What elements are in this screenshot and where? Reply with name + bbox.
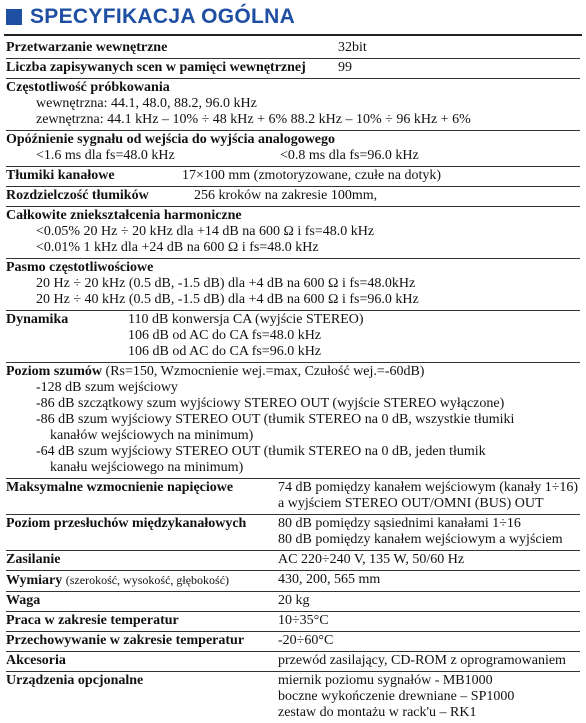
spec-row-accessories <box>6 652 580 672</box>
spec-value: zestaw do montażu w rack'u – RK1 <box>278 705 477 720</box>
spec-value: boczne wykończenie drewniane – SP1000 <box>278 689 515 704</box>
spec-row-crosstalk <box>6 515 580 551</box>
spec-table <box>6 39 580 723</box>
spec-value: <0.8 ms dla fs=96.0 kHz <box>280 148 419 163</box>
spec-value: 20 Hz ÷ 40 kHz (0.5 dB, -1.5 dB) dla +4 dB na 600 Ω i fs=96.0 kHz <box>36 292 419 307</box>
spec-value: przewód zasilający, CD-ROM z oprogramowaniem <box>278 653 566 668</box>
spec-value: zewnętrzna: 44.1 kHz – 10% ÷ 48 kHz + 6% 88.2 kHz – 10% ÷ 96 kHz + 6% <box>36 112 471 127</box>
spec-value: 430, 200, 565 mm <box>278 572 381 587</box>
section-title-text: SPECYFIKACJA OGÓLNA <box>30 5 296 28</box>
spec-label: Rozdzielczość tłumików <box>6 188 149 203</box>
spec-value: 99 <box>338 60 352 75</box>
spec-row-dynamics <box>6 311 580 363</box>
spec-label: Praca w zakresie temperatur <box>6 613 179 628</box>
spec-value: <1.6 ms dla fs=48.0 kHz <box>36 148 175 163</box>
spec-row-resolution <box>6 187 580 207</box>
spec-label: Przechowywanie w zakresie temperatur <box>6 633 245 648</box>
spec-row-storage-temp <box>6 632 580 652</box>
spec-value: -86 dB szum wyjściowy STEREO OUT (tłumik STEREO na 0 dB, wszystkie tłumiki <box>36 412 515 427</box>
spec-row-latency <box>6 131 580 167</box>
spec-label: Zasilanie <box>6 552 61 567</box>
spec-row-faders <box>6 167 580 187</box>
spec-label: Dynamika <box>6 312 69 327</box>
spec-label: Całkowite zniekształcenia harmoniczne <box>6 208 242 223</box>
spec-value: 80 dB pomiędzy kanałem wejściowym a wyjściem <box>278 532 563 547</box>
spec-value: miernik poziomu sygnałów - MB1000 <box>278 673 493 688</box>
spec-value: 106 dB od AC do CA fs=48.0 kHz <box>128 328 322 343</box>
spec-label: Poziom przesłuchów międzykanałowych <box>6 516 247 531</box>
spec-value: AC 220÷240 V, 135 W, 50/60 Hz <box>278 552 465 567</box>
spec-row-options <box>6 672 580 723</box>
square-bullet-icon <box>6 9 22 25</box>
spec-value: 80 dB pomiędzy sąsiednimi kanałami 1÷16 <box>278 516 521 531</box>
spec-condition: (Rs=150, Wzmocnienie wej.=max, Czułość wej.=-60dB) <box>105 364 425 379</box>
spec-value: -20÷60°C <box>278 633 334 648</box>
section-title <box>6 4 295 30</box>
spec-value: <0.05% 20 Hz ÷ 20 kHz dla +14 dB na 600 Ω i fs=48.0 kHz <box>36 224 375 239</box>
spec-label: Częstotliwość próbkowania <box>6 80 170 95</box>
spec-value: 32bit <box>338 40 367 55</box>
spec-value: a wyjściem STEREO OUT/OMNI (BUS) OUT <box>278 496 544 511</box>
spec-label: Pasmo częstotliwościowe <box>6 260 154 275</box>
spec-row-frequency <box>6 259 580 311</box>
spec-value: kanałów wejściowych na minimum) <box>50 428 254 443</box>
spec-label-note: (szerokość, wysokość, głębokość) <box>65 573 230 587</box>
spec-row-gain <box>6 479 580 515</box>
spec-value: <0.01% 1 kHz dla +24 dB na 600 Ω i fs=48.0 kHz <box>36 240 319 255</box>
spec-label: Opóźnienie sygnału od wejścia do wyjścia analogowego <box>6 132 336 147</box>
spec-label: Urządzenia opcjonalne <box>6 673 144 688</box>
spec-label: Wymiary <box>6 573 63 588</box>
spec-value: 20 kg <box>278 593 310 608</box>
spec-value: 10÷35°C <box>278 613 329 628</box>
spec-row-processing <box>6 39 580 59</box>
spec-value: 106 dB od AC do CA fs=96.0 kHz <box>128 344 322 359</box>
spec-row-operating-temp <box>6 612 580 632</box>
spec-row-sampling <box>6 79 580 131</box>
spec-label: Poziom szumów <box>6 364 103 379</box>
spec-value: 17×100 mm (zmotoryzowane, czułe na dotyk) <box>182 168 442 183</box>
spec-row-scenes <box>6 59 580 79</box>
spec-row-power <box>6 551 580 571</box>
spec-label: Waga <box>6 593 41 608</box>
spec-label: Przetwarzanie wewnętrzne <box>6 40 168 55</box>
spec-label: Maksymalne wzmocnienie napięciowe <box>6 480 234 495</box>
spec-label: Liczba zapisywanych scen w pamięci wewnętrznej <box>6 60 306 75</box>
spec-value: -128 dB szum wejściowy <box>36 380 178 395</box>
spec-value: 20 Hz ÷ 20 kHz (0.5 dB, -1.5 dB) dla +4 dB na 600 Ω i fs=48.0kHz <box>36 276 416 291</box>
spec-row-dimensions <box>6 571 580 592</box>
spec-value: 256 kroków na zakresie 100mm, <box>194 188 378 203</box>
spec-label: Tłumiki kanałowe <box>6 168 115 183</box>
spec-row-weight <box>6 592 580 612</box>
spec-value: kanału wejściowego na minimum) <box>50 460 244 475</box>
spec-row-thd <box>6 207 580 259</box>
spec-label: Akcesoria <box>6 653 66 668</box>
spec-value: 110 dB konwersja CA (wyjście STEREO) <box>128 312 364 327</box>
spec-value: wewnętrzna: 44.1, 48.0, 88.2, 96.0 kHz <box>36 96 257 111</box>
spec-row-noise <box>6 363 580 479</box>
title-divider <box>4 34 582 36</box>
spec-value: -64 dB szum wyjściowy STEREO OUT (tłumik STEREO na 0 dB, jeden tłumik <box>36 444 486 459</box>
spec-value: 74 dB pomiędzy kanałem wejściowym (kanały 1÷16) <box>278 480 579 495</box>
spec-value: -86 dB szczątkowy szum wyjściowy STEREO OUT (wyjście STEREO wyłączone) <box>36 396 505 411</box>
